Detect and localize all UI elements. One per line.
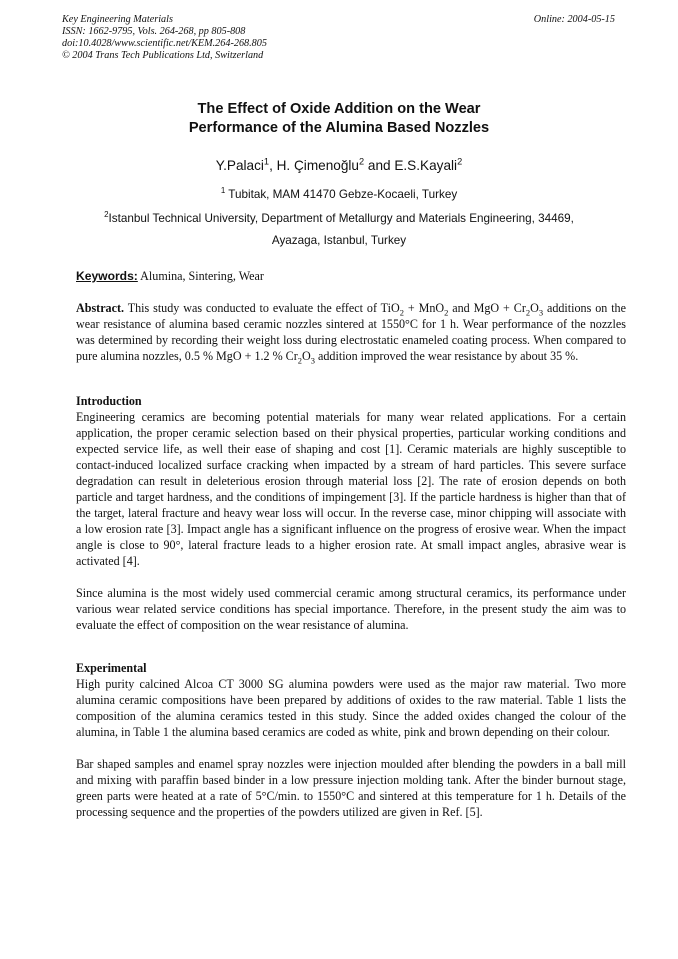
journal-name: Key Engineering Materials <box>62 14 173 25</box>
experimental-heading: Experimental <box>76 661 147 675</box>
abstract-text-6: O <box>302 349 311 363</box>
abstract-text-7: addition improved the wear resistance by about 35 %. <box>314 349 579 363</box>
paper-title <box>0 100 678 138</box>
abstract <box>76 300 626 364</box>
title-line-2: Performance of the Alumina Based Nozzles <box>188 120 490 136</box>
paragraph-spacer <box>76 740 626 756</box>
abstract-text-4: O <box>530 301 539 315</box>
abstract-sub-2: 2 <box>444 307 449 318</box>
online-date: Online: 2004-05-15 <box>533 14 615 25</box>
affiliation-1-text: Tubitak, MAM 41470 Gebze-Kocaeli, Turkey <box>225 188 458 201</box>
journal-header <box>62 14 618 62</box>
keywords <box>76 268 626 284</box>
author-3-affil: 2 <box>457 156 463 167</box>
introduction-paragraph-1: Engineering ceramics are becoming potential materials for many wear related applications. For a certain application, the proper ceramic selection based on their physical properties, particular working conditions and expected service life, as well their ease of shaping and cost [1]. Ceramic materials are highly susceptible to contact-induced localized surface cracking when impacted by a stream of hard particles. This severe surface degradation can result in deleterious erosion through material loss [2]. The rate of erosion depends on both particle and target hardness, and the conditions of impingement [3]. If the particle hardness is higher than that of the target, lateral fracture and heavy wear loss will occur. In the reverse case, minor chipping will associate with a low erosion rate [3]. Impact angle has a significant influence on the progress of erosive wear. When the impact angle is close to 90°, lateral fracture leads to a higher erosion rate. At small impact angles, abrasive wear is activated [4]. <box>76 410 626 568</box>
keywords-label: Keywords: <box>76 269 138 283</box>
affiliation-1 <box>0 187 678 203</box>
abstract-sub-4: 3 <box>538 307 544 318</box>
author-list <box>0 157 678 175</box>
affiliation-1-mark: 1 <box>220 186 226 196</box>
abstract-label: Abstract. <box>76 301 125 315</box>
author-3: and E.S.Kayali <box>364 158 458 173</box>
abstract-text-3: and MgO + Cr <box>448 301 526 315</box>
experimental-section <box>76 660 626 820</box>
affiliation-2 <box>88 208 590 252</box>
abstract-text-2: + MnO <box>403 301 445 315</box>
title-line-1: The Effect of Oxide Addition on the Wear <box>197 101 481 117</box>
experimental-paragraph-1: High purity calcined Alcoa CT 3000 SG alumina powders were used as the major raw material. Two more alumina ceramic compositions have been prepared by additions of oxides to the raw material. Table 1 lists the composition of the alumina ceramics tested in this study. Since the added oxides changed the colour of the alumina, in Table 1 the alumina based ceramics are coded as white, pink and brown depending on their colour. <box>76 677 626 739</box>
abstract-text-1: This study was conducted to evaluate the effect of TiO <box>124 301 400 315</box>
introduction-section <box>76 393 626 633</box>
affiliation-2-text: Istanbul Technical University, Department of Metallurgy and Materials Engineering, 34469, Ayazaga, Istanbul, Turkey <box>108 212 574 247</box>
paragraph-spacer <box>76 569 626 585</box>
copyright-line: © 2004 Trans Tech Publications Ltd, Switzerland <box>62 50 264 61</box>
author-2: , H. Çimenoğlu <box>269 158 359 173</box>
abstract-sub-5: 2 <box>297 355 303 366</box>
abstract-text-5: additions on the wear resistance of alumina based ceramic nozzles sintered at 1550°C for 1 h. Wear performance of the nozzles was determined by recording their weight loss during electrostatic enameled coating process. When compared to pure alumina nozzles, 0.5 % MgO + 1.2 % Cr <box>76 301 626 363</box>
issn-line: ISSN: 1662-9795, Vols. 264-268, pp 805-808 <box>62 26 246 37</box>
introduction-paragraph-2: Since alumina is the most widely used commercial ceramic among structural ceramics, its performance under various wear related service conditions has special importance. Therefore, in the present study the aim was to evaluate the effect of composition on the wear resistance of alumina. <box>76 586 626 632</box>
abstract-sub-3: 2 <box>525 307 531 318</box>
abstract-paragraph <box>76 300 626 364</box>
affiliation-2-mark: 2 <box>104 210 109 220</box>
author-1-affil: 1 <box>263 156 270 167</box>
author-2-affil: 2 <box>358 156 365 167</box>
abstract-sub-6: 3 <box>310 355 315 366</box>
experimental-paragraph-2: Bar shaped samples and enamel spray nozzles were injection moulded after blending the powders in a ball mill and mixing with paraffin based binder in a low pressure injection molding tank. After the binder burnout stage, green parts were heated at a rate of 5°C/min. to 1550°C and sintered at this temperature for 1 h. Details of the processing sequence and the properties of the powders utilized are given in Ref. [5]. <box>76 757 626 819</box>
introduction-heading: Introduction <box>76 394 142 408</box>
abstract-sub-1: 2 <box>399 307 404 318</box>
keywords-text: Alumina, Sintering, Wear <box>137 269 264 283</box>
author-1: Y.Palaci <box>215 158 264 173</box>
doi-line: doi:10.4028/www.scientific.net/KEM.264-268.805 <box>62 38 267 49</box>
